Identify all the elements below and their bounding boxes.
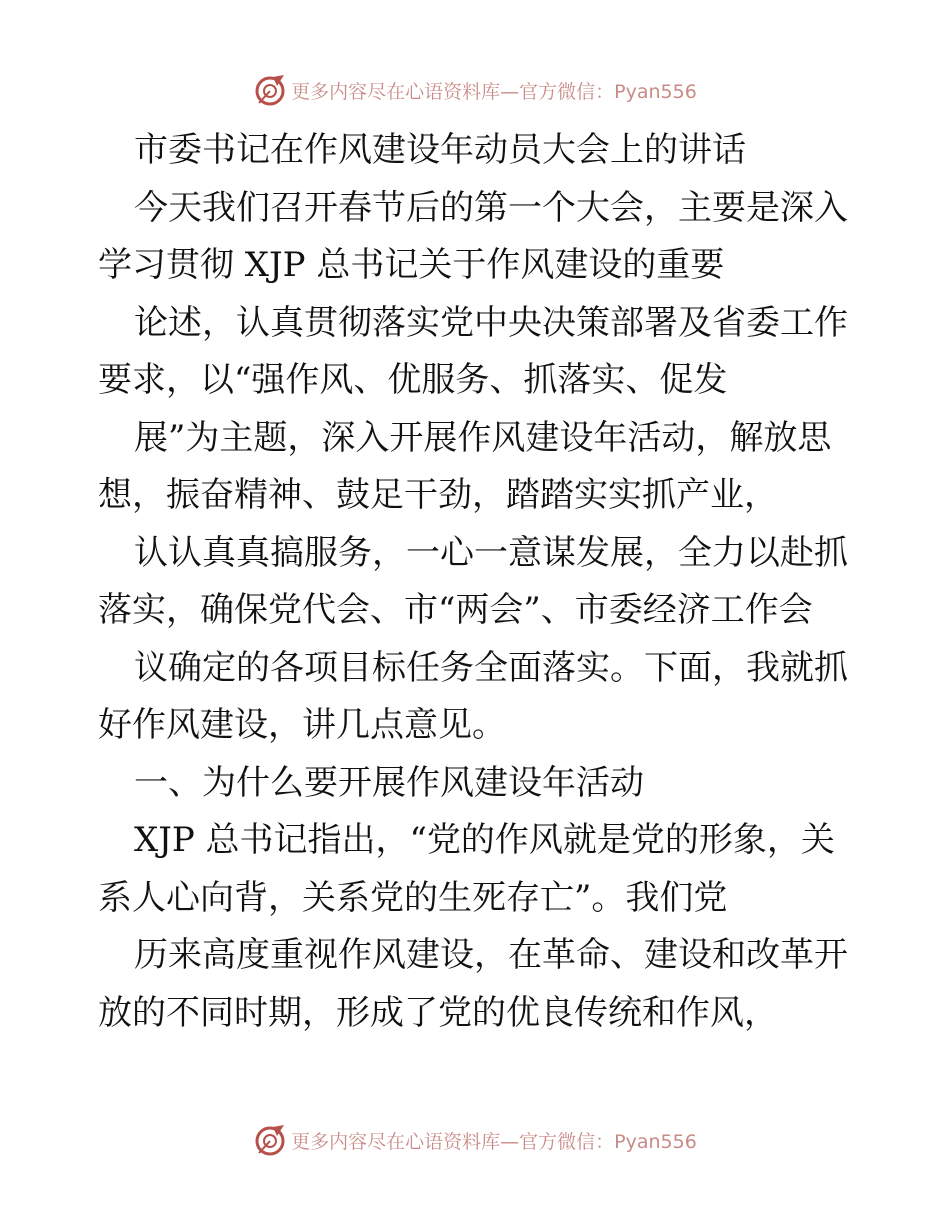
- footer-banner-text: 更多内容尽在心语资料库—官方微信：Pyan556: [291, 1130, 697, 1153]
- document-body: [98, 122, 868, 1042]
- body-line: 市委书记在作风建设年动员大会上的讲话: [134, 130, 746, 170]
- body-line: 想，振奋精神、鼓足干劲，踏踏实实抓产业，: [98, 475, 778, 515]
- header-banner-text: 更多内容尽在心语资料库—官方微信：Pyan556: [291, 80, 697, 103]
- body-line: 展”为主题，深入开展作风建设年活动，解放思: [134, 417, 832, 458]
- body-line: 学习贯彻 XJP 总书记关于作风建设的重要: [98, 245, 725, 285]
- body-line: 好作风建设，讲几点意见。: [98, 705, 506, 745]
- header-banner: [0, 70, 950, 110]
- body-line: 议确定的各项目标任务全面落实。下面，我就抓: [134, 647, 848, 688]
- body-line: 系人心向背，关系党的生死存亡”。我们党: [98, 877, 728, 918]
- body-line: 历来高度重视作风建设，在革命、建设和改革开: [134, 935, 848, 975]
- body-line: XJP 总书记指出，“党的作风就是党的形象，关: [134, 820, 835, 860]
- body-line: 落实，确保党代会、市“两会”、市委经济工作会: [98, 590, 813, 630]
- body-line: 论述，认真贯彻落实党中央决策部署及省委工作: [134, 302, 848, 343]
- body-line: 要求，以“强作风、优服务、抓落实、促发: [98, 360, 728, 400]
- body-line: 一、为什么要开展作风建设年活动: [134, 762, 644, 803]
- body-line: 今天我们召开春节后的第一个大会，主要是深入: [134, 187, 848, 228]
- footer-banner: [0, 1120, 950, 1160]
- pen-circle-logo-icon: [253, 73, 287, 107]
- body-line: 认认真真搞服务，一心一意谋发展，全力以赴抓: [134, 532, 848, 573]
- body-line: 放的不同时期，形成了党的优良传统和作风，: [98, 992, 778, 1033]
- pen-circle-logo-icon: [253, 1123, 287, 1157]
